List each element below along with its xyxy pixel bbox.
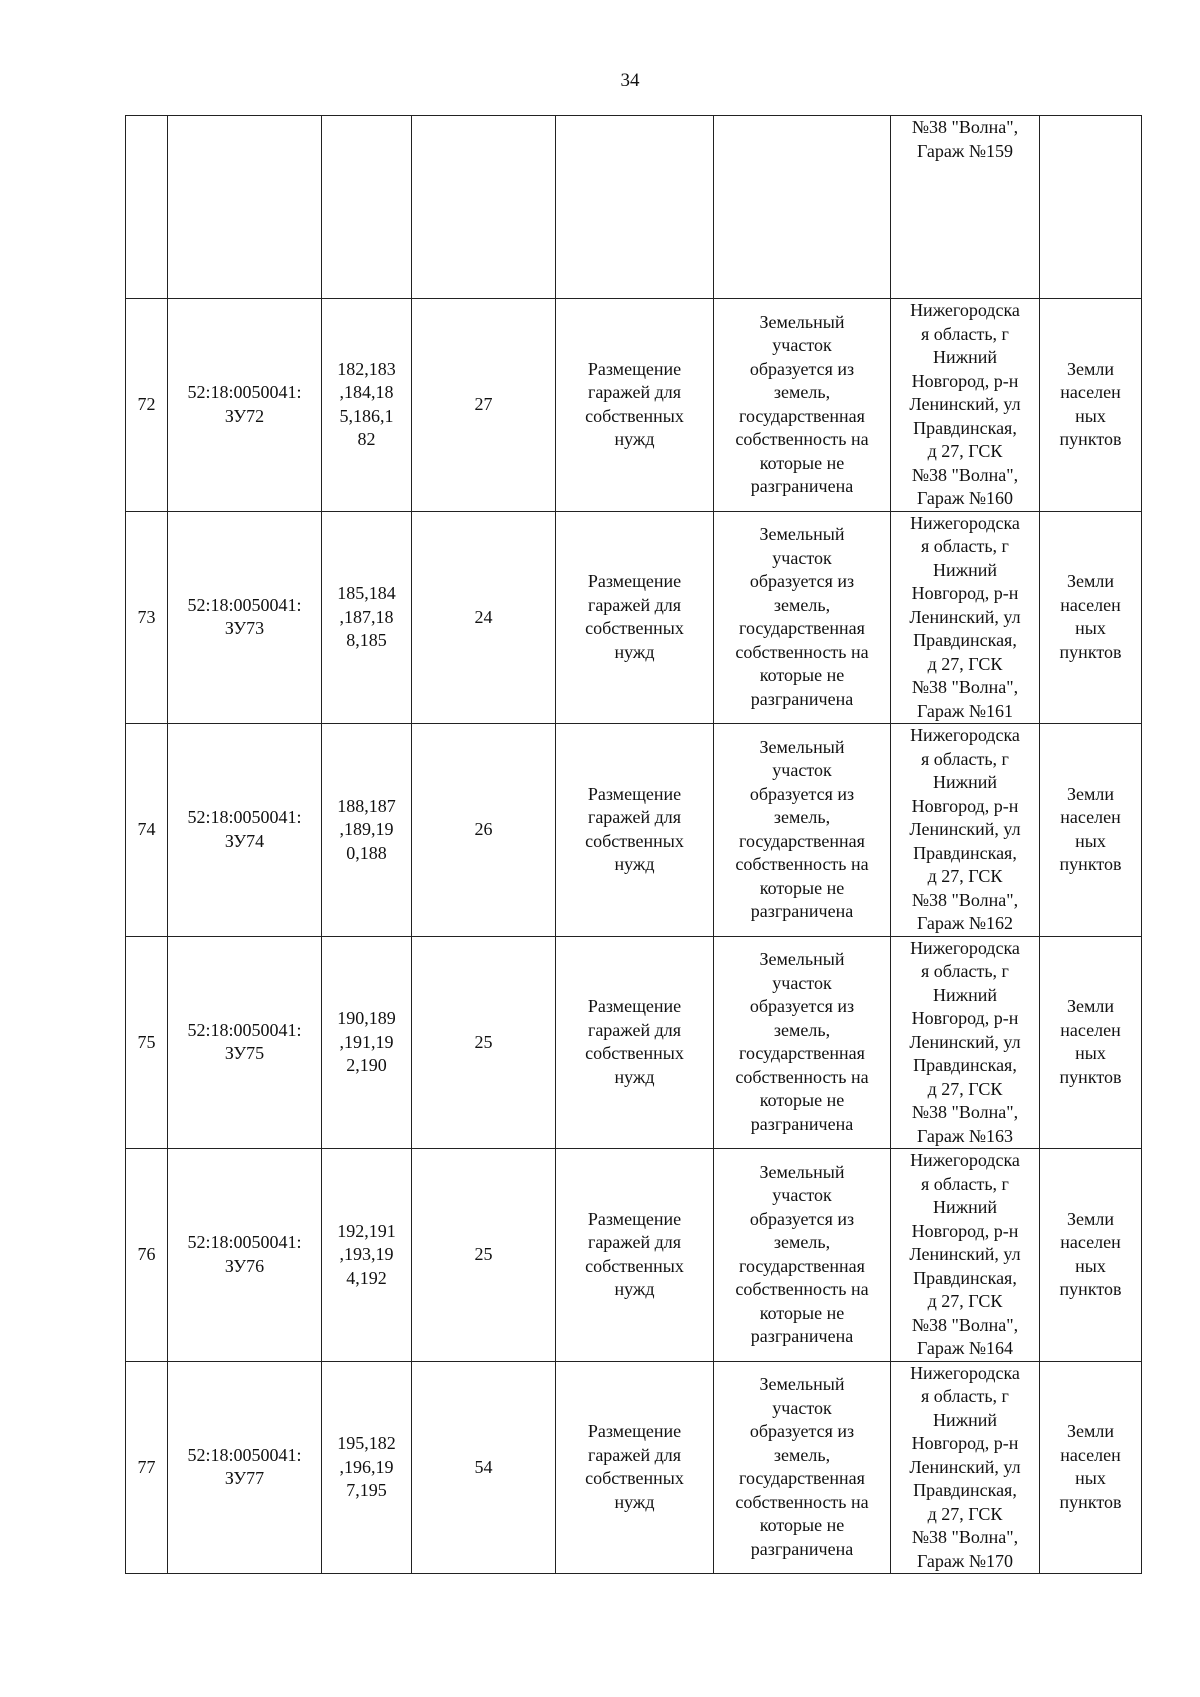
cell-category: [1040, 116, 1142, 299]
cell-area: [412, 116, 556, 299]
table-row: [126, 1361, 1142, 1574]
cell-use: [556, 116, 714, 299]
cell-category: Земли населен ных пунктов: [1040, 936, 1142, 1149]
table-row: [126, 724, 1142, 937]
cell-cadastral: 52:18:0050041: ЗУ74: [168, 724, 322, 937]
cell-address: Нижегородска я область, г Нижний Новгород, р-н Ленинский, ул Правдинская, д 27, ГСК №38 "Волна", Гараж №162: [891, 724, 1040, 937]
cell-origin: [714, 116, 891, 299]
cell-origin: Земельный участок образуется из земель, государственная собственность на которые не разграничена: [714, 1361, 891, 1574]
cell-use: Размещение гаражей для собственных нужд: [556, 724, 714, 937]
cell-points: 185,184 ,187,18 8,185: [322, 511, 412, 724]
table-row: [126, 299, 1142, 512]
page-number: 34: [620, 70, 640, 91]
cell-points: 190,189 ,191,19 2,190: [322, 936, 412, 1149]
cell-cadastral: 52:18:0050041: ЗУ73: [168, 511, 322, 724]
cell-use: Размещение гаражей для собственных нужд: [556, 511, 714, 724]
cell-cadastral: 52:18:0050041: ЗУ76: [168, 1149, 322, 1362]
cell-use: Размещение гаражей для собственных нужд: [556, 1361, 714, 1574]
cell-origin: Земельный участок образуется из земель, государственная собственность на которые не разграничена: [714, 511, 891, 724]
cell-use: Размещение гаражей для собственных нужд: [556, 1149, 714, 1362]
land-plots-table: [125, 115, 1142, 1574]
cell-origin: Земельный участок образуется из земель, государственная собственность на которые не разграничена: [714, 936, 891, 1149]
cell-address: Нижегородска я область, г Нижний Новгород, р-н Ленинский, ул Правдинская, д 27, ГСК №38 "Волна", Гараж №163: [891, 936, 1040, 1149]
cell-cadastral: 52:18:0050041: ЗУ77: [168, 1361, 322, 1574]
cell-category: Земли населен ных пунктов: [1040, 511, 1142, 724]
cell-category: Земли населен ных пунктов: [1040, 1149, 1142, 1362]
cell-area: 54: [412, 1361, 556, 1574]
cell-area: 25: [412, 1149, 556, 1362]
cell-cadastral: 52:18:0050041: ЗУ75: [168, 936, 322, 1149]
cell-points: [322, 116, 412, 299]
table-row: [126, 1149, 1142, 1362]
cell-address: Нижегородска я область, г Нижний Новгород, р-н Ленинский, ул Правдинская, д 27, ГСК №38 "Волна", Гараж №164: [891, 1149, 1040, 1362]
cell-category: Земли населен ных пунктов: [1040, 724, 1142, 937]
cell-area: 26: [412, 724, 556, 937]
cell-num: 74: [126, 724, 168, 937]
cell-area: 25: [412, 936, 556, 1149]
cell-origin: Земельный участок образуется из земель, государственная собственность на которые не разграничена: [714, 1149, 891, 1362]
cell-area: 27: [412, 299, 556, 512]
cell-cadastral: [168, 116, 322, 299]
cell-points: 182,183 ,184,18 5,186,1 82: [322, 299, 412, 512]
table-row-continued: [126, 116, 1142, 299]
cell-address: Нижегородска я область, г Нижний Новгород, р-н Ленинский, ул Правдинская, д 27, ГСК №38 "Волна", Гараж №161: [891, 511, 1040, 724]
cell-category: Земли населен ных пунктов: [1040, 1361, 1142, 1574]
cell-origin: Земельный участок образуется из земель, государственная собственность на которые не разграничена: [714, 724, 891, 937]
cell-num: 75: [126, 936, 168, 1149]
cell-num: 73: [126, 511, 168, 724]
table-row: [126, 511, 1142, 724]
cell-use: Размещение гаражей для собственных нужд: [556, 936, 714, 1149]
cell-cadastral: 52:18:0050041: ЗУ72: [168, 299, 322, 512]
cell-num: [126, 116, 168, 299]
cell-points: 192,191 ,193,19 4,192: [322, 1149, 412, 1362]
cell-num: 76: [126, 1149, 168, 1362]
cell-points: 188,187 ,189,19 0,188: [322, 724, 412, 937]
cell-num: 77: [126, 1361, 168, 1574]
cell-origin: Земельный участок образуется из земель, государственная собственность на которые не разграничена: [714, 299, 891, 512]
table-row: [126, 936, 1142, 1149]
cell-address: Нижегородска я область, г Нижний Новгород, р-н Ленинский, ул Правдинская, д 27, ГСК №38 "Волна", Гараж №170: [891, 1361, 1040, 1574]
cell-points: 195,182 ,196,19 7,195: [322, 1361, 412, 1574]
cell-category: Земли населен ных пунктов: [1040, 299, 1142, 512]
cell-num: 72: [126, 299, 168, 512]
cell-address: Нижегородска я область, г Нижний Новгород, р-н Ленинский, ул Правдинская, д 27, ГСК №38 "Волна", Гараж №160: [891, 299, 1040, 512]
cell-use: Размещение гаражей для собственных нужд: [556, 299, 714, 512]
cell-area: 24: [412, 511, 556, 724]
cell-address: №38 "Волна", Гараж №159: [891, 116, 1040, 299]
